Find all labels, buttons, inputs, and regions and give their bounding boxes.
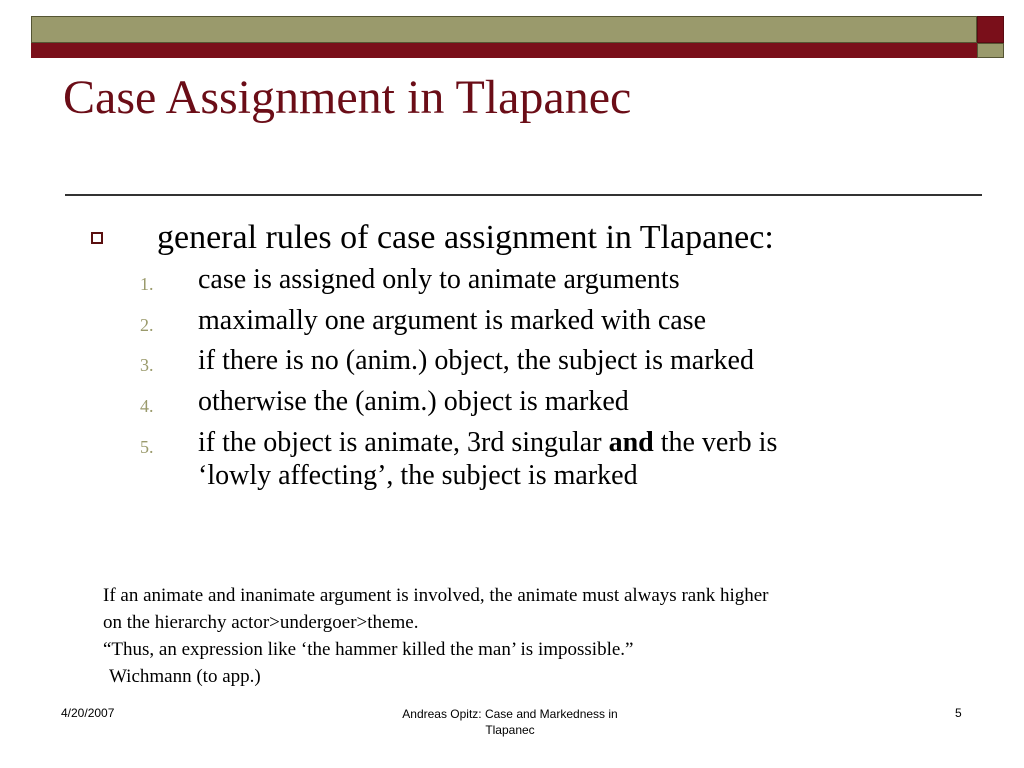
rule-1-text: case is assigned only to animate arguments	[198, 264, 680, 295]
title-divider	[65, 194, 982, 196]
quote-line-1: If an animate and inanimate argument is involved, the animate must always rank higher	[103, 585, 769, 606]
rule-5-text-before: if the object is animate, 3rd singular	[198, 427, 609, 458]
rule-2-text: maximally one argument is marked with case	[198, 305, 707, 336]
quote-attribution: Wichmann (to app.)	[109, 666, 261, 687]
rule-3-text: if there is no (anim.) object, the subject is marked	[198, 345, 754, 376]
rule-5-text-line2: ‘lowly affecting’, the subject is marked	[198, 460, 638, 491]
rule-5-text-bold: and	[608, 427, 654, 458]
header-olive-bar	[31, 16, 977, 43]
header-olive-square	[977, 43, 1004, 58]
main-bullet-text: general rules of case assignment in Tlapanec:	[157, 219, 774, 256]
footer-date: 4/20/2007	[61, 706, 115, 720]
quote-line-2: on the hierarchy actor>undergoer>theme.	[103, 612, 419, 633]
rule-2-number: 2.	[140, 315, 154, 335]
rule-5-text-after: the verb is	[653, 427, 778, 458]
slide-title: Case Assignment in Tlapanec	[63, 71, 632, 124]
footer-title	[340, 706, 680, 738]
rule-4-number: 4.	[140, 396, 154, 416]
quote-line-3: “Thus, an expression like ‘the hammer killed the man’ is impossible.”	[103, 639, 634, 660]
footer-title-line2: Tlapanec	[485, 723, 535, 738]
rule-4-text: otherwise the (anim.) object is marked	[198, 386, 629, 417]
rule-3-number: 3.	[140, 355, 154, 375]
rule-1-number: 1.	[140, 274, 154, 294]
rule-5-text	[198, 427, 777, 459]
footer-page-number: 5	[955, 706, 962, 720]
footer-title-line1: Andreas Opitz: Case and Markedness in	[402, 707, 618, 721]
header-maroon-square	[977, 16, 1004, 43]
header-maroon-bar	[31, 43, 977, 58]
square-bullet-icon	[91, 232, 103, 244]
rule-5-number: 5.	[140, 437, 154, 457]
